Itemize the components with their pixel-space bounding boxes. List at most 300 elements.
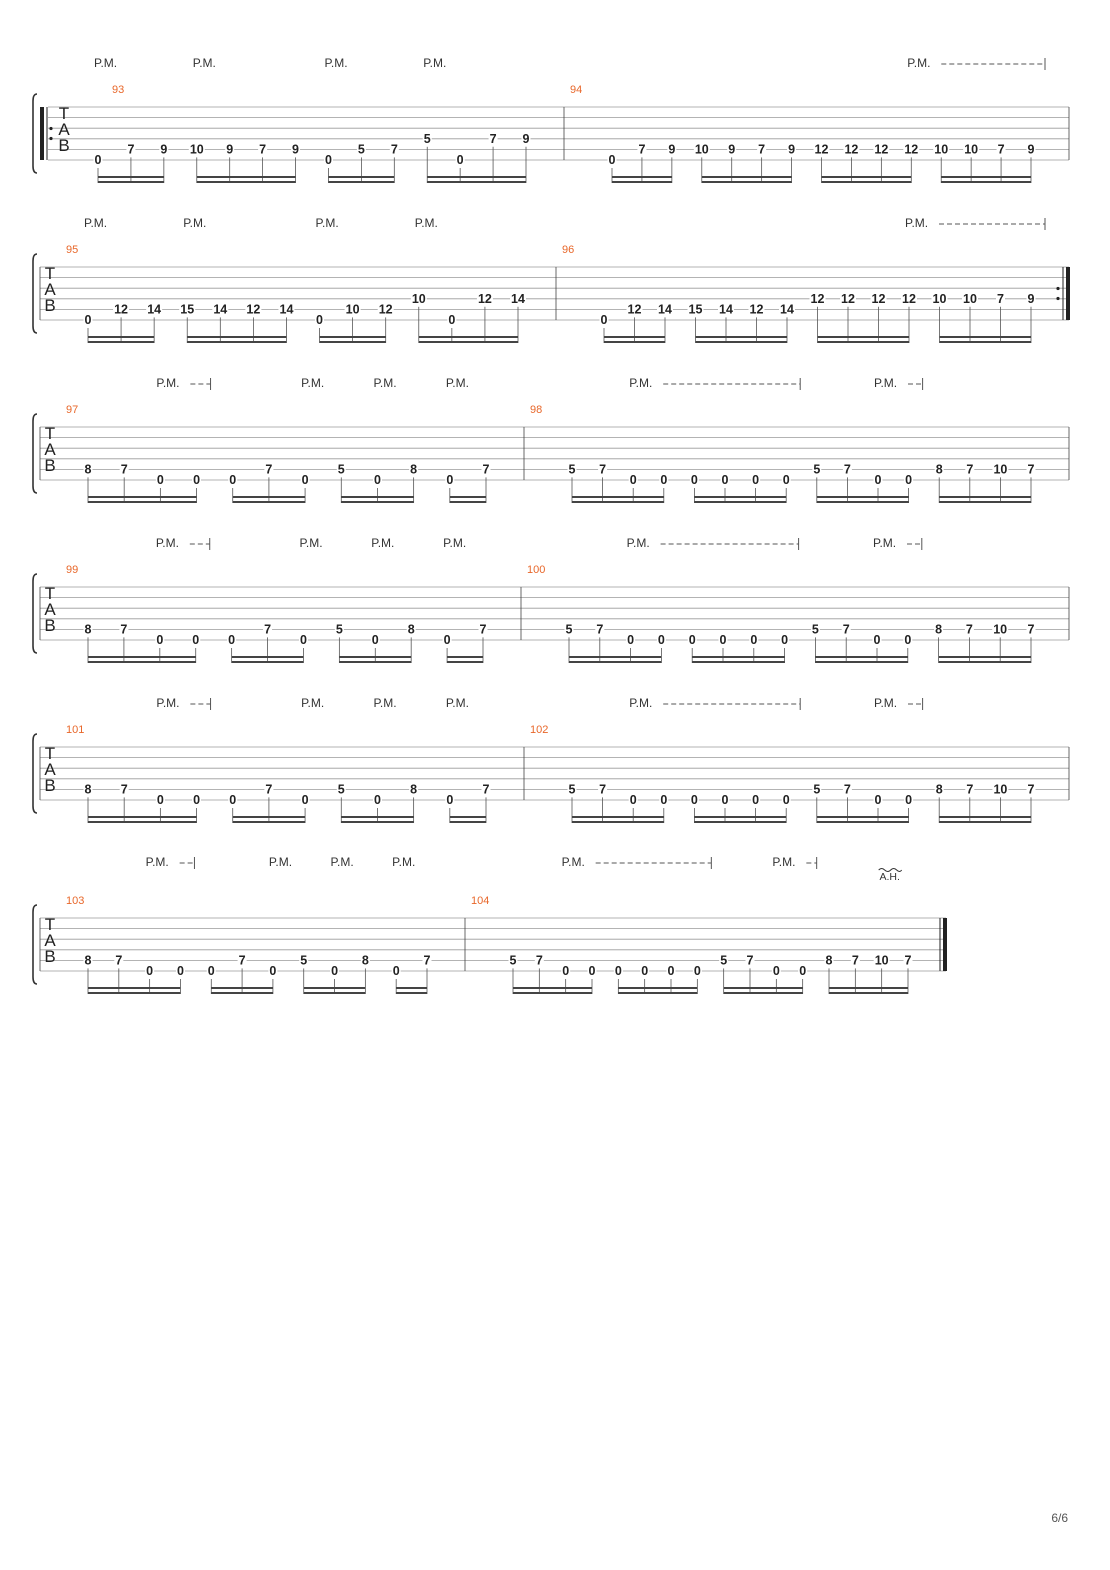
fret-number: 8: [407, 622, 415, 637]
note-beam: [612, 176, 672, 178]
fret-number: 0: [446, 793, 454, 807]
measure-number: 95: [66, 244, 79, 256]
note-beam: [339, 656, 411, 658]
note-beam: [450, 496, 486, 498]
note-beam: [941, 176, 1031, 178]
fret-number: 8: [935, 782, 943, 797]
note-beam: [569, 656, 661, 658]
repeat-start-thick-bar: [40, 107, 44, 160]
fret-number: 12: [114, 302, 129, 317]
fret-number: 0: [750, 633, 758, 647]
note-beam: [427, 181, 526, 183]
fret-number: 12: [810, 291, 825, 306]
note-beam: [822, 181, 912, 183]
palm-mute-label: P.M.: [392, 855, 416, 869]
fret-number: 7: [851, 953, 859, 968]
note-beam: [939, 816, 1031, 818]
system-bracket: [33, 94, 37, 173]
palm-mute-label: P.M.: [772, 855, 796, 869]
note-beam: [939, 821, 1031, 823]
note-beam: [569, 661, 661, 663]
palm-mute-label: P.M.: [561, 855, 585, 869]
note-beam: [88, 496, 197, 498]
fret-number: 7: [259, 142, 267, 157]
note-beam: [694, 821, 786, 823]
fret-number: 8: [935, 622, 943, 637]
fret-number: 5: [720, 953, 728, 968]
tab-clef-letter: B: [44, 947, 56, 966]
fret-number: 7: [965, 622, 973, 637]
tab-clef-letter: T: [58, 104, 70, 123]
fret-number: 9: [226, 142, 234, 157]
fret-number: 8: [84, 622, 92, 637]
fret-number: 8: [410, 782, 418, 797]
fret-number: 0: [627, 633, 635, 647]
palm-mute-label: P.M.: [324, 56, 348, 70]
fret-number: 12: [749, 302, 764, 317]
tab-clef-letter: B: [44, 776, 56, 795]
fret-number: 8: [361, 953, 369, 968]
note-beam: [724, 987, 803, 989]
note-beam: [88, 987, 180, 989]
repeat-dot: [1056, 287, 1059, 290]
note-beam: [232, 661, 304, 663]
fret-number: 8: [935, 462, 943, 477]
fret-number: 7: [265, 782, 273, 797]
tab-clef-letter: A: [44, 760, 56, 779]
note-beam: [572, 816, 664, 818]
measure-number: 104: [471, 895, 490, 907]
fret-number: 5: [509, 953, 517, 968]
note-beam: [818, 336, 910, 338]
system-bracket: [33, 254, 37, 333]
palm-mute-label: P.M.: [873, 536, 897, 550]
fret-number: 12: [841, 291, 855, 306]
note-beam: [694, 501, 786, 503]
fret-number: 0: [719, 633, 727, 647]
tab-clef-letter: B: [58, 136, 70, 155]
fret-number: 5: [811, 622, 819, 637]
note-beam: [88, 341, 154, 343]
measure-number: 100: [527, 564, 546, 576]
fret-number: 0: [446, 473, 454, 487]
fret-number: 0: [782, 473, 790, 487]
measure-number: 96: [562, 244, 575, 256]
fret-number: 10: [934, 142, 949, 157]
palm-mute-label: P.M.: [423, 56, 447, 70]
fret-number: 0: [94, 153, 102, 167]
note-beam: [341, 816, 413, 818]
palm-mute-label: P.M.: [155, 536, 179, 550]
tab-clef-letter: A: [44, 600, 56, 619]
fret-number: 0: [331, 964, 339, 978]
note-beam: [320, 336, 386, 338]
fret-number: 12: [904, 142, 919, 157]
note-beam: [88, 656, 196, 658]
fret-number: 0: [772, 964, 780, 978]
fret-number: 0: [874, 473, 882, 487]
note-beam: [197, 176, 296, 178]
fret-number: 0: [781, 633, 789, 647]
note-beam: [817, 501, 909, 503]
note-beam: [572, 496, 664, 498]
note-beam: [328, 176, 394, 178]
fret-number: 9: [160, 142, 168, 157]
measure-number: 101: [66, 724, 85, 736]
note-beam: [419, 341, 518, 343]
fret-number: 7: [843, 462, 851, 477]
fret-number: 14: [147, 302, 162, 317]
note-beam: [618, 992, 697, 994]
palm-mute-label: P.M.: [443, 536, 467, 550]
note-beam: [427, 176, 526, 178]
fret-number: 0: [156, 473, 164, 487]
fret-number: 7: [758, 142, 766, 157]
note-beam: [339, 661, 411, 663]
note-beam: [341, 496, 413, 498]
measure-number: 102: [530, 724, 549, 736]
note-beam: [88, 816, 197, 818]
measure-number: 97: [66, 404, 79, 416]
note-beam: [815, 661, 907, 663]
fret-number: 7: [489, 131, 497, 146]
note-beam: [815, 656, 907, 658]
note-beam: [724, 992, 803, 994]
note-beam: [817, 816, 909, 818]
fret-number: 10: [189, 142, 204, 157]
fret-number: 0: [904, 633, 912, 647]
note-beam: [572, 501, 664, 503]
fret-number: 7: [904, 953, 912, 968]
fret-number: 0: [192, 633, 200, 647]
measure-number: 103: [66, 895, 85, 907]
fret-number: 0: [392, 964, 400, 978]
note-beam: [822, 176, 912, 178]
note-beam: [939, 501, 1031, 503]
fret-number: 7: [638, 142, 646, 157]
palm-mute-label: P.M.: [907, 56, 931, 70]
fret-number: 15: [688, 302, 703, 317]
note-beam: [450, 821, 486, 823]
system-2: [33, 216, 1070, 343]
fret-number: 0: [193, 473, 201, 487]
note-beam: [604, 336, 665, 338]
artificial-harmonic-label: A.H.: [879, 871, 900, 883]
fret-number: 0: [193, 793, 201, 807]
fret-number: 0: [721, 793, 729, 807]
fret-number: 7: [390, 142, 398, 157]
fret-number: 7: [479, 622, 487, 637]
fret-number: 5: [335, 622, 343, 637]
palm-mute-label: P.M.: [330, 855, 354, 869]
fret-number: 0: [905, 793, 913, 807]
note-beam: [940, 341, 1032, 343]
note-beam: [940, 336, 1032, 338]
palm-mute-label: P.M.: [629, 376, 653, 390]
note-beam: [233, 496, 305, 498]
fret-number: 0: [905, 473, 913, 487]
fret-number: 0: [629, 473, 637, 487]
fret-number: 7: [127, 142, 135, 157]
fret-number: 0: [660, 793, 668, 807]
palm-mute-label: P.M.: [445, 696, 469, 710]
fret-number: 0: [156, 633, 164, 647]
fret-number: 7: [842, 622, 850, 637]
fret-number: 7: [264, 622, 272, 637]
measure-number: 94: [570, 84, 583, 96]
note-beam: [941, 181, 1031, 183]
tab-clef-letter: T: [44, 744, 56, 763]
fret-number: 14: [279, 302, 294, 317]
fret-number: 12: [874, 142, 889, 157]
fret-number: 0: [371, 633, 379, 647]
note-beam: [818, 341, 910, 343]
tab-clef-letter: T: [44, 424, 56, 443]
note-beam: [513, 992, 592, 994]
note-beam: [233, 501, 305, 503]
fret-number: 8: [84, 953, 92, 968]
note-beam: [197, 181, 296, 183]
system-6: [33, 855, 947, 994]
fret-number: 14: [511, 291, 525, 306]
note-beam: [696, 336, 788, 338]
fret-number: 7: [966, 782, 974, 797]
fret-number: 12: [871, 291, 886, 306]
fret-number: 0: [301, 473, 309, 487]
fret-number: 5: [300, 953, 308, 968]
fret-number: 0: [799, 964, 807, 978]
palm-mute-label: P.M.: [299, 536, 323, 550]
fret-number: 5: [568, 462, 576, 477]
note-beam: [88, 501, 197, 503]
tab-clef-letter: A: [58, 120, 70, 139]
fret-number: 9: [728, 142, 736, 157]
fret-number: 9: [1027, 142, 1035, 157]
fret-number: 0: [84, 313, 92, 327]
palm-mute-label: P.M.: [268, 855, 293, 869]
note-beam: [939, 661, 1031, 663]
tab-clef-letter: B: [44, 616, 56, 635]
note-beam: [702, 181, 792, 183]
system-4: [33, 536, 1069, 663]
fret-number: 0: [690, 793, 698, 807]
fret-number: 0: [629, 793, 637, 807]
fret-number: 0: [600, 313, 608, 327]
note-beam: [320, 341, 386, 343]
fret-number: 10: [993, 622, 1008, 637]
fret-number: 7: [423, 953, 431, 968]
repeat-dot: [1056, 297, 1059, 300]
measure-number: 99: [66, 564, 79, 576]
fret-number: 7: [1027, 782, 1035, 797]
palm-mute-label: P.M.: [626, 536, 650, 550]
fret-number: 0: [721, 473, 729, 487]
palm-mute-label: P.M.: [301, 376, 325, 390]
fret-number: 7: [599, 782, 607, 797]
fret-number: 9: [1027, 291, 1035, 306]
fret-number: 8: [825, 953, 833, 968]
system-bracket: [33, 574, 37, 653]
fret-number: 12: [844, 142, 859, 157]
note-beam: [88, 821, 197, 823]
fret-number: 5: [565, 622, 573, 637]
fret-number: 12: [902, 291, 916, 306]
note-beam: [612, 181, 672, 183]
note-beam: [618, 987, 697, 989]
tab-clef-letter: T: [44, 584, 56, 603]
fret-number: 14: [213, 302, 228, 317]
system-1: [33, 56, 1069, 183]
fret-number: 0: [228, 633, 236, 647]
fret-number: 7: [482, 782, 490, 797]
note-beam: [817, 821, 909, 823]
fret-number: 0: [299, 633, 307, 647]
note-beam: [396, 992, 427, 994]
palm-mute-label: P.M.: [301, 696, 325, 710]
fret-number: 5: [813, 462, 821, 477]
note-beam: [694, 496, 786, 498]
fret-number: 15: [180, 302, 195, 317]
fret-number: 0: [782, 793, 790, 807]
fret-number: 7: [599, 462, 607, 477]
note-beam: [396, 987, 427, 989]
fret-number: 10: [963, 291, 977, 306]
palm-mute-label: P.M.: [414, 216, 438, 230]
fret-number: 12: [627, 302, 642, 317]
fret-number: 0: [176, 964, 184, 978]
note-beam: [604, 341, 665, 343]
palm-mute-label: P.M.: [373, 696, 397, 710]
system-bracket: [33, 414, 37, 493]
system-bracket: [33, 734, 37, 813]
note-beam: [694, 816, 786, 818]
palm-mute-label: P.M.: [315, 216, 339, 230]
palm-mute-label: P.M.: [874, 376, 898, 390]
system-5: [33, 696, 1069, 823]
fret-number: 10: [694, 142, 709, 157]
note-beam: [817, 496, 909, 498]
fret-number: 7: [115, 953, 123, 968]
note-beam: [450, 501, 486, 503]
fret-number: 10: [874, 953, 889, 968]
final-thick-bar: [943, 918, 947, 971]
note-beam: [233, 821, 305, 823]
palm-mute-label: P.M.: [94, 56, 118, 70]
tab-clef-letter: A: [44, 280, 56, 299]
note-beam: [939, 496, 1031, 498]
measure-number: 93: [112, 84, 125, 96]
fret-number: 9: [788, 142, 796, 157]
note-beam: [829, 992, 908, 994]
measure-number: 98: [530, 404, 543, 416]
fret-number: 10: [993, 462, 1008, 477]
fret-number: 7: [535, 953, 543, 968]
repeat-dot: [49, 127, 52, 130]
fret-number: 7: [843, 782, 851, 797]
fret-number: 7: [120, 622, 128, 637]
fret-number: 7: [746, 953, 754, 968]
note-beam: [304, 992, 366, 994]
tab-clef-letter: B: [44, 296, 56, 315]
fret-number: 7: [265, 462, 273, 477]
fret-number: 0: [752, 473, 760, 487]
fret-number: 0: [316, 313, 324, 327]
fret-number: 0: [207, 964, 215, 978]
tab-clef-letter: A: [44, 440, 56, 459]
fret-number: 0: [456, 153, 464, 167]
note-beam: [88, 992, 180, 994]
fret-number: 0: [752, 793, 760, 807]
note-beam: [98, 181, 164, 183]
fret-number: 0: [269, 964, 277, 978]
tab-clef-letter: T: [44, 915, 56, 934]
fret-number: 7: [482, 462, 490, 477]
palm-mute-label: P.M.: [156, 376, 180, 390]
note-beam: [187, 341, 286, 343]
fret-number: 0: [373, 473, 381, 487]
fret-number: 7: [596, 622, 604, 637]
note-beam: [341, 501, 413, 503]
fret-number: 5: [357, 142, 365, 157]
fret-number: 14: [780, 302, 794, 317]
palm-mute-label: P.M.: [445, 376, 469, 390]
note-beam: [939, 656, 1031, 658]
fret-number: 12: [246, 302, 261, 317]
fret-number: 0: [156, 793, 164, 807]
fret-number: 10: [411, 291, 426, 306]
fret-number: 0: [660, 473, 668, 487]
fret-number: 14: [719, 302, 733, 317]
note-beam: [447, 656, 483, 658]
fret-number: 0: [641, 964, 649, 978]
note-beam: [702, 176, 792, 178]
note-beam: [211, 992, 273, 994]
note-beam: [304, 987, 366, 989]
fret-number: 12: [814, 142, 829, 157]
note-beam: [187, 336, 286, 338]
note-beam: [341, 821, 413, 823]
note-beam: [696, 341, 788, 343]
palm-mute-label: P.M.: [371, 536, 395, 550]
palm-mute-label: P.M.: [192, 56, 216, 70]
fret-number: 7: [997, 291, 1004, 306]
fret-number: 0: [562, 964, 570, 978]
fret-number: 0: [588, 964, 596, 978]
fret-number: 10: [345, 302, 360, 317]
note-beam: [692, 656, 784, 658]
fret-number: 12: [378, 302, 393, 317]
note-beam: [572, 821, 664, 823]
fret-number: 0: [229, 473, 237, 487]
system-3: [33, 376, 1069, 503]
fret-number: 14: [658, 302, 672, 317]
fret-number: 5: [337, 462, 345, 477]
note-beam: [88, 336, 154, 338]
fret-number: 10: [964, 142, 979, 157]
fret-number: 9: [668, 142, 676, 157]
fret-number: 0: [614, 964, 622, 978]
fret-number: 0: [657, 633, 665, 647]
note-beam: [513, 987, 592, 989]
system-bracket: [33, 905, 37, 984]
fret-number: 0: [146, 964, 154, 978]
fret-number: 10: [993, 782, 1008, 797]
fret-number: 0: [693, 964, 701, 978]
note-beam: [233, 816, 305, 818]
fret-number: 8: [84, 782, 92, 797]
fret-number: 5: [337, 782, 345, 797]
fret-number: 7: [997, 142, 1005, 157]
